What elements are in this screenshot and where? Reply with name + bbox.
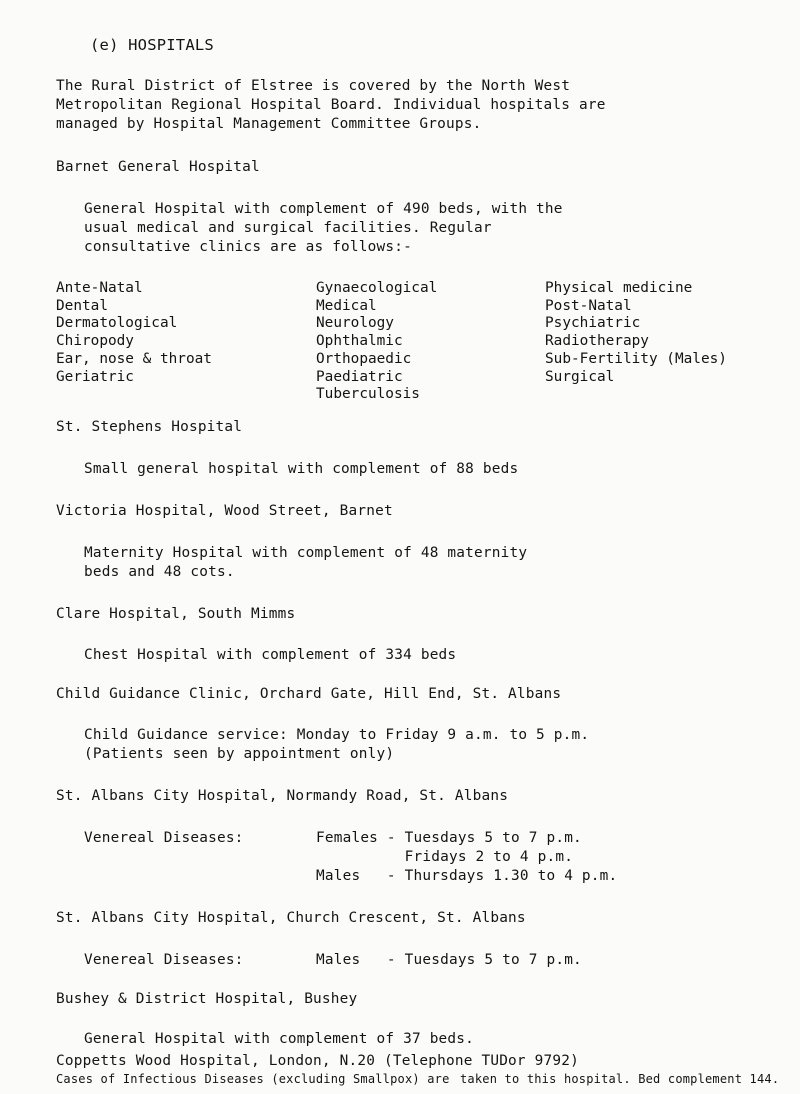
clinic-item: Dental [56, 297, 108, 314]
clinics-column-3 [545, 280, 727, 386]
intro-line-3: managed by Hospital Management Committee Groups. [56, 116, 482, 132]
coppetts-desc-1: Cases of Infectious Diseases (excluding Smallpox) are [56, 1072, 450, 1086]
victoria-heading: Victoria Hospital, Wood Street, Barnet [56, 503, 393, 519]
vd-schedule-row: Males - Thursdays 1.30 to 4 p.m. [316, 868, 618, 884]
clinic-item: Chiropody [56, 333, 134, 350]
clinic-item: Dermatological [56, 315, 178, 332]
clinic-item: Medical [316, 297, 377, 314]
barnet-heading: Barnet General Hospital [56, 159, 260, 175]
clare-desc: Chest Hospital with complement of 334 beds [84, 647, 457, 663]
barnet-desc-3: consultative clinics are as follows:- [84, 239, 412, 255]
clinic-item: Sub-Fertility (Males) [545, 350, 727, 367]
intro-line-1: The Rural District of Elstree is covered by the North West [56, 78, 571, 94]
barnet-desc-2: usual medical and surgical facilities. Regular [84, 220, 492, 236]
clinic-item: Paediatric [316, 368, 403, 385]
st-stephens-heading: St. Stephens Hospital [56, 419, 243, 435]
victoria-desc-2: beds and 48 cots. [84, 564, 235, 580]
clinic-item: Geriatric [56, 368, 134, 385]
vd-schedule-row: Males - Tuesdays 5 to 7 p.m. [316, 952, 582, 968]
bushey-desc: General Hospital with complement of 37 beds. [84, 1031, 475, 1047]
barnet-desc-1: General Hospital with complement of 490 beds, with the [84, 201, 563, 217]
vd-schedule-row: Fridays 2 to 4 p.m. [316, 849, 574, 865]
vd-label: Venereal Diseases: [84, 830, 244, 846]
clinic-item: Neurology [316, 315, 394, 332]
clinic-item: Radiotherapy [545, 333, 649, 350]
clinics-column-1 [56, 280, 212, 386]
coppetts-heading: Coppetts Wood Hospital, London, N.20 (Telephone TUDor 9792) [56, 1053, 579, 1069]
vd-label: Venereal Diseases: [84, 952, 244, 968]
clinics-column-2 [316, 280, 437, 404]
intro-line-2: Metropolitan Regional Hospital Board. Individual hospitals are [56, 97, 606, 113]
clinic-item: Tuberculosis [316, 386, 420, 403]
vd-schedule-row: Females - Tuesdays 5 to 7 p.m. [316, 830, 582, 846]
section-heading: (e) HOSPITALS [90, 36, 214, 54]
clinic-item: Psychiatric [545, 315, 641, 332]
clinic-item: Physical medicine [545, 280, 693, 296]
clare-heading: Clare Hospital, South Mimms [56, 606, 296, 622]
clinic-item: Orthopaedic [316, 350, 412, 367]
bushey-heading: Bushey & District Hospital, Bushey [56, 991, 358, 1007]
clinic-item: Surgical [545, 368, 615, 385]
clinic-item: Ear, nose & throat [56, 350, 212, 367]
clinic-item: Post-Natal [545, 297, 632, 314]
child-guidance-desc-2: (Patients seen by appointment only) [84, 746, 395, 762]
st-albans-normandy-heading: St. Albans City Hospital, Normandy Road, St. Albans [56, 788, 509, 804]
child-guidance-heading: Child Guidance Clinic, Orchard Gate, Hill End, St. Albans [56, 686, 562, 702]
coppetts-desc-2: taken to this hospital. Bed complement 144. [460, 1072, 780, 1086]
clinic-item: Gynaecological [316, 280, 438, 296]
clinic-item: Ophthalmic [316, 333, 403, 350]
clinic-item: Ante-Natal [56, 280, 143, 296]
st-stephens-desc: Small general hospital with complement of 88 beds [84, 461, 519, 477]
child-guidance-desc-1: Child Guidance service: Monday to Friday 9 a.m. to 5 p.m. [84, 727, 590, 743]
victoria-desc-1: Maternity Hospital with complement of 48 maternity [84, 545, 528, 561]
st-albans-church-heading: St. Albans City Hospital, Church Crescent, St. Albans [56, 910, 526, 926]
